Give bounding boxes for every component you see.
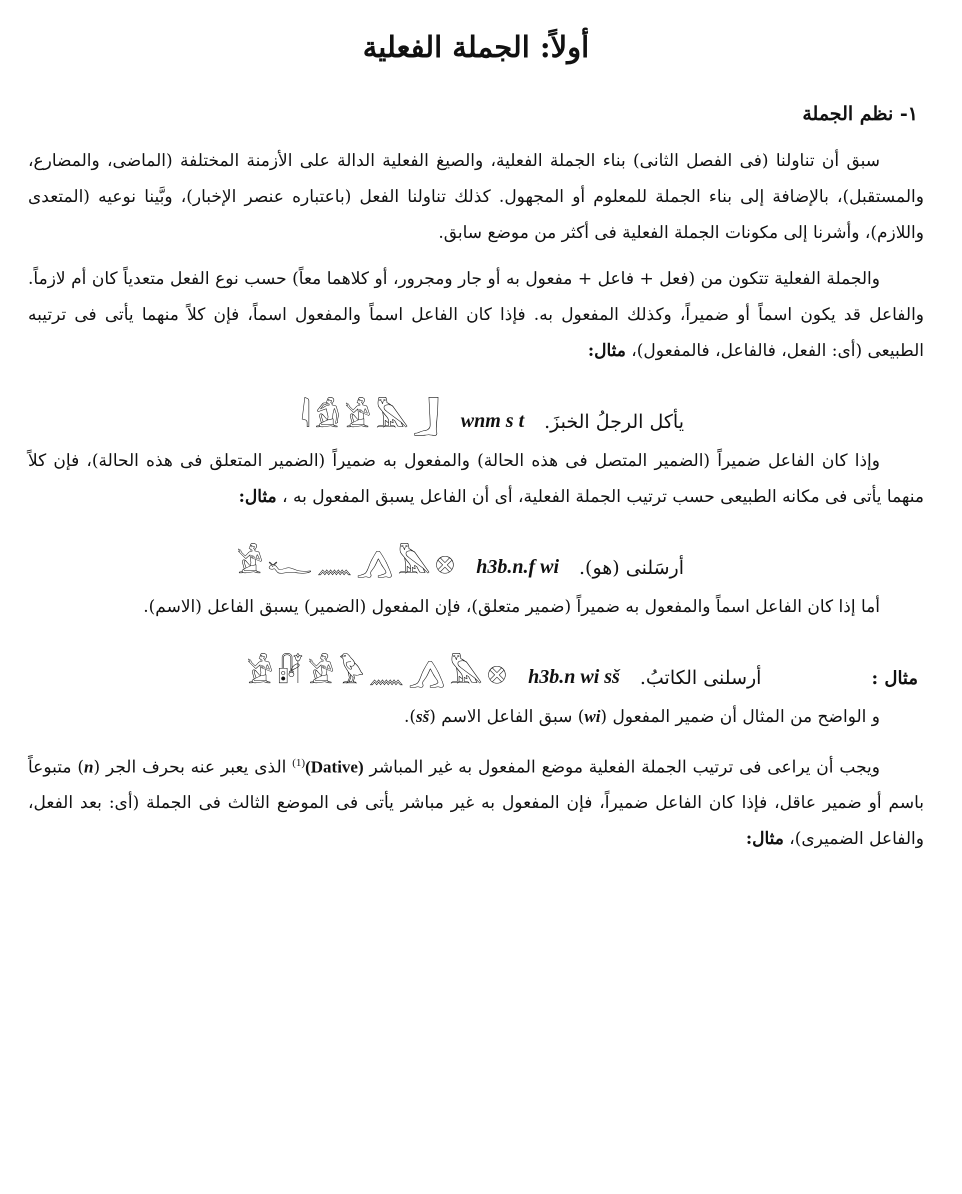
paragraph-noun-subject: أما إذا كان الفاعل اسماً والمفعول به ضميراً (ضمير متعلق)، فإن المفعول (الضمير) يسبق الفاعل (الاسم).	[143, 596, 880, 617]
page-title: أولاً: الجملة الفعلية	[362, 30, 590, 64]
walking-legs-icon: 𓂻	[408, 655, 446, 691]
quail-chick-icon: 𓅱	[338, 655, 365, 691]
paragraph-dative	[28, 745, 924, 858]
hieroglyph-group	[235, 545, 456, 581]
horned-viper-icon: 𓆑	[267, 545, 313, 581]
dative-term: (Dative)	[305, 757, 364, 777]
water-ripple-icon: 𓈖	[368, 655, 405, 691]
house-icon: 𓊖	[486, 655, 508, 691]
example-2	[28, 525, 924, 579]
example-arabic: يأكل الرجلُ الخبزَ.	[544, 410, 684, 433]
house-icon: 𓊖	[434, 545, 456, 581]
seated-man-icon: 𓀀	[307, 655, 335, 691]
noun-ss: sš	[416, 706, 430, 726]
example-1	[28, 379, 924, 433]
hieroglyph-group	[245, 655, 508, 691]
paragraph-verbal-sentence	[28, 261, 924, 369]
example-transliteration: h3b.n.f wi	[476, 555, 560, 578]
paragraph-text: ويجب أن يراعى فى ترتيب الجملة الفعلية موضع المفعول به غير المباشر	[363, 757, 880, 778]
man-eating-icon: 𓀁	[314, 399, 341, 435]
owl-icon: 𓅓	[449, 655, 483, 691]
paragraph-explanation	[28, 699, 924, 735]
seated-man-icon: 𓀀	[236, 545, 264, 581]
seated-man-icon: 𓀀	[344, 399, 372, 435]
example-label: مثال:	[587, 340, 626, 361]
preposition-n: n	[83, 757, 94, 777]
scribe-palette-icon: 𓏞	[277, 655, 304, 691]
example-arabic: أرسَلنى (هو).	[579, 556, 684, 579]
paragraph-text: ) متبوعاً باسم أو ضمير عاقل، فإذا كان الفاعل ضميراً، فإن المفعول به غير مباشر يأتى فى الموضع الثالث فى الجملة (أى: بعد الفعل، والفاعل الضميرى)،	[28, 757, 924, 850]
paragraph-pronoun-order	[28, 443, 924, 515]
example-transliteration: wnm s t	[460, 409, 525, 432]
section-heading: ١- نظم الجملة	[802, 102, 918, 125]
seated-man-icon: 𓀀	[246, 655, 274, 691]
hieroglyph-group	[299, 399, 440, 435]
example-label: مثال:	[745, 829, 784, 850]
paragraph-text: والجملة الفعلية تتكون من (فعل + فاعل + مفعول به أو جار ومجرور، أو كلاهما معاً) حسب نوع الفعل متعدياً كان أم لازماً. والفاعل قد يكون اسماً أو ضميراً، وكذلك المفعول به. فإذا كان الفاعل اسماً والمفعول اسماً، فإن كلاً منهما يأتى فى ترتيبه الطبيعى (أى: الفعل، فالفاعل، فالمفعول)،	[28, 268, 924, 361]
paragraph-text: وإذا كان الفاعل ضميراً (الضمير المتصل فى هذه الحالة) والمفعول به ضميراً (الضمير المتعلق فى هذه الحالة)، فإن كلاً منهما يأتى فى مكانه الطبيعى حسب ترتيب الجملة الفعلية، أى أن الفاعل يسبق المفعول به ،	[28, 450, 924, 507]
reed-icon: 𓇋	[300, 399, 311, 435]
example-transliteration: h3b.n wi sš	[528, 665, 620, 688]
example-label: مثال :	[871, 667, 918, 689]
water-ripple-icon: 𓈖	[316, 545, 353, 581]
paragraph-text: ).	[403, 706, 417, 727]
pronoun-wi: wi	[584, 706, 601, 726]
bread-loaf-icon: 𓃀	[412, 399, 440, 435]
paragraph-text: و الواضح من المثال أن ضمير المفعول (	[600, 706, 880, 727]
footnote-marker: (1)	[292, 756, 306, 769]
example-3	[28, 635, 924, 689]
walking-legs-icon: 𓂻	[356, 545, 394, 581]
owl-icon: 𓅓	[375, 399, 409, 435]
paragraph-text: ) سبق الفاعل الاسم (	[429, 706, 585, 727]
example-arabic: أرسلنى الكاتبُ.	[639, 666, 762, 689]
paragraph-text: الذى يعبر عنه بحرف الجر (	[93, 757, 293, 778]
paragraph-intro: سبق أن تناولنا (فى الفصل الثانى) بناء الجملة الفعلية، والصيغ الفعلية الدالة على الأزمنة المختلفة (الماضى، والمضارع، والمستقبل)، بالإضافة إلى بناء الجملة للمعلوم أو المجهول. كذلك تناولنا الفعل (باعتباره عنصر الإخبار)، وبَّينا نوعيه (المتعدى واللازم)، وأشرنا إلى مكونات الجملة الفعلية فى أكثر من موضع سابق.	[28, 150, 924, 243]
owl-icon: 𓅓	[397, 545, 431, 581]
example-label: مثال:	[238, 486, 277, 507]
